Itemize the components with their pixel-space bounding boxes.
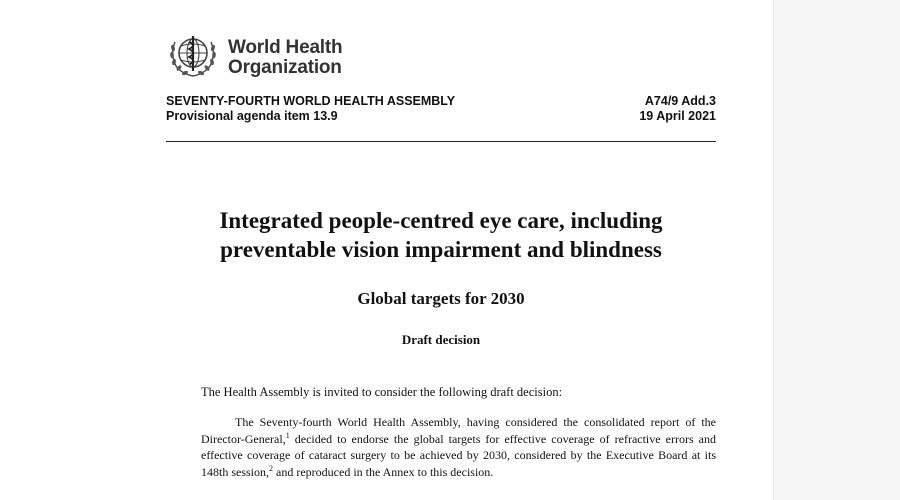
- who-emblem-icon: [166, 28, 220, 82]
- organization-name-line1: World Health: [228, 37, 343, 58]
- paragraph-part1: The Seventy-fourth World Health Assembly, having considered the consolidated report of the Director-General,: [201, 415, 716, 446]
- decision-paragraph: [201, 414, 716, 480]
- organization-name-line2: Organization: [228, 57, 342, 78]
- document-date: 19 April 2021: [639, 109, 716, 123]
- right-margin: [773, 0, 900, 500]
- document-title-line2: preventable vision impairment and blindness: [220, 237, 662, 262]
- paragraph-part3: and reproduced in the Annex to this decision.: [273, 464, 494, 479]
- document-subtitle: Global targets for 2030: [357, 289, 525, 308]
- decision-heading: Draft decision: [401, 332, 481, 347]
- footnote-ref-2[interactable]: 2: [269, 463, 274, 473]
- header-right: [639, 94, 716, 124]
- header-left: [166, 94, 455, 124]
- agenda-item: Provisional agenda item 13.9: [166, 109, 338, 123]
- document-title: [166, 206, 716, 264]
- document-title-line1: Integrated people-centred eye care, including: [219, 208, 663, 233]
- header-divider: [166, 141, 716, 142]
- intro-text: The Health Assembly is invited to consider the following draft decision:: [201, 385, 563, 399]
- organization-name: [228, 38, 342, 78]
- document-number: A74/9 Add.3: [644, 94, 716, 108]
- footnote-ref-1[interactable]: 1: [285, 430, 290, 440]
- left-margin: [0, 0, 128, 500]
- document-page: [128, 0, 773, 500]
- assembly-name: SEVENTY-FOURTH WORLD HEALTH ASSEMBLY: [166, 94, 456, 108]
- paragraph-part2: decided to endorse the global targets for effective coverage of refractive errors and effective coverage of cataract surgery to be achieved by 2030, considered by the Executive Board at its 148th session,: [201, 431, 716, 479]
